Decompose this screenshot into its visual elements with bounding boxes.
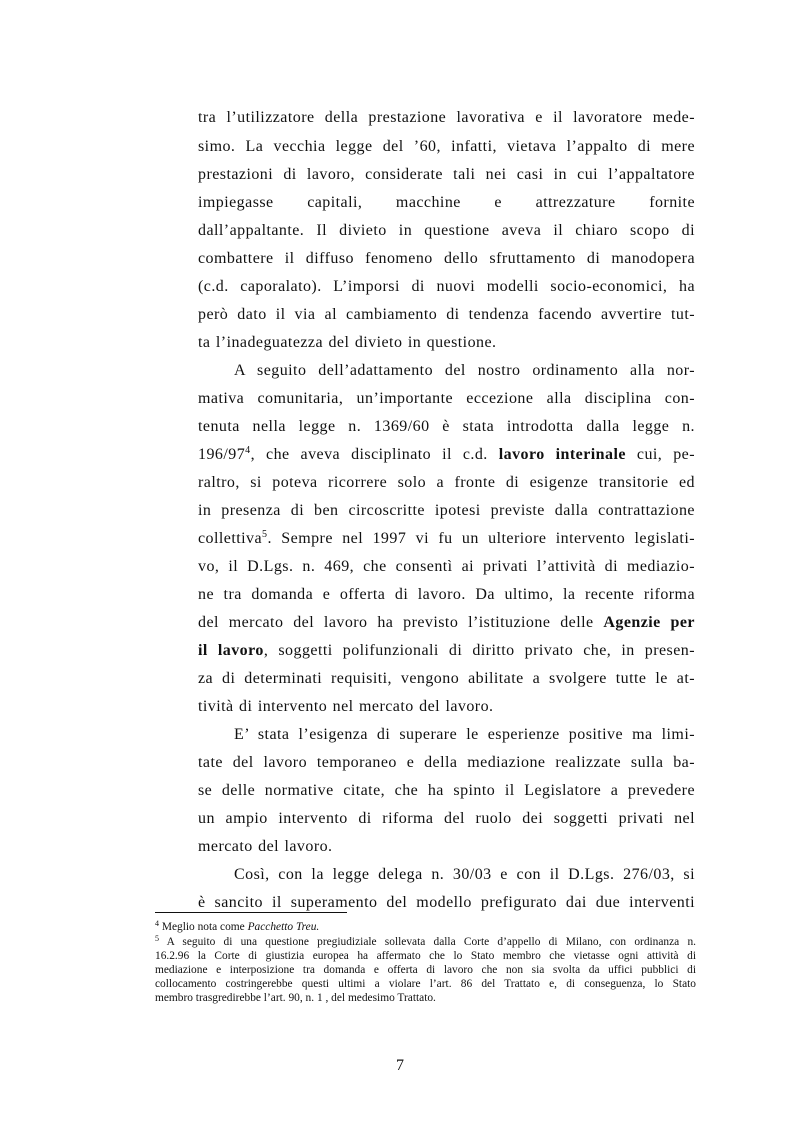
footnote-ref: 4: [245, 445, 251, 456]
body-line: del mercato del lavoro ha previsto l’istituzione delle Agenzie per: [198, 614, 695, 631]
footnote-line: collocamento costringerebbe questi ultimi a violare l’art. 86 del Trattato e, di conseguenza, lo Stato: [155, 978, 696, 990]
body-line: za di determinati requisiti, vengono abilitate a svolgere tutte le at-: [198, 670, 695, 687]
body-line: Così, con la legge delega n. 30/03 e con il D.Lgs. 276/03, si: [234, 866, 695, 883]
body-line: simo. La vecchia legge del ’60, infatti, vietava l’appalto di mere: [198, 138, 695, 155]
body-line: tività di intervento nel mercato del lavoro.: [198, 698, 494, 715]
body-line: un ampio intervento di riforma del ruolo dei soggetti privati nel: [198, 810, 695, 827]
body-line: ta l’inadeguatezza del divieto in questione.: [198, 334, 497, 351]
body-line: vo, il D.Lgs. n. 469, che consentì ai privati l’attività di mediazio-: [198, 558, 695, 575]
bold-term: lavoro interinale: [498, 446, 626, 463]
body-line: tra l’utilizzatore della prestazione lavorativa e il lavoratore mede-: [198, 109, 695, 126]
footnote-line: 16.2.96 la Corte di giustizia europea ha affermato che lo Stato membro che vietasse ogni attività di: [155, 950, 696, 962]
footnote-divider: [155, 912, 347, 913]
body-line: E’ stata l’esigenza di superare le esperienze positive ma limi-: [234, 726, 695, 743]
footnote-5: $^5$ A seguito di una questione pregiudiziale sollevata dalla Corte d’appello di Milano, con ordinanza n.: [155, 934, 696, 948]
body-line: raltro, si poteva ricorrere solo a fronte di esigenze transitorie ed: [198, 474, 695, 491]
bold-term: il lavoro: [198, 642, 264, 659]
body-line: è sancito il superamento del modello prefigurato dai due interventi: [198, 894, 695, 911]
body-line: combattere il diffuso fenomeno dello sfruttamento di manodopera: [198, 250, 695, 267]
body-line: se delle normative citate, che ha spinto il Legislatore a prevedere: [198, 782, 695, 799]
body-line: tate del lavoro temporaneo e della mediazione realizzate sulla ba-: [198, 754, 695, 771]
body-line: A seguito dell’adattamento del nostro ordinamento alla nor-: [234, 362, 695, 379]
footnote-line: mediazione e interposizione tra domanda e offerta di lavoro che non sia svolta da uffici pubblici di: [155, 964, 696, 976]
body-line: (c.d. caporalato). L’imporsi di nuovi modelli socio-economici, ha: [198, 278, 695, 295]
footnote-ref: 5: [262, 529, 268, 540]
body-line: mercato del lavoro.: [198, 838, 333, 855]
bold-term: Agenzie per: [603, 614, 695, 631]
body-line: mativa comunitaria, un’importante eccezione alla disciplina con-: [198, 390, 695, 407]
body-line: prestazioni di lavoro, considerate tali nei casi in cui l’appaltatore: [198, 166, 695, 183]
body-line: tenuta nella legge n. 1369/60 è stata introdotta dalla legge n.: [198, 418, 695, 435]
body-line: $196/97^4$, che aveva disciplinato il c.d. lavoro interinale cui, pe-: [198, 445, 695, 463]
body-line: in presenza di ben circoscritte ipotesi previste dalla contrattazione: [198, 502, 695, 519]
page-number: 7: [396, 1057, 404, 1074]
footnote-line: membro trasgredirebbe l’art. 90, n. 1 , del medesimo Trattato.: [155, 992, 436, 1004]
body-line: però dato il via al cambiamento di tendenza facendo avvertire tut-: [198, 306, 695, 323]
body-line: collettiva$^5$. Sempre nel 1997 vi fu un ulteriore intervento legislati-: [198, 529, 695, 547]
footnote-4: $^4$ Meglio nota come Pacchetto Treu.: [155, 919, 320, 933]
body-line: dall’appaltante. Il divieto in questione aveva il chiaro scopo di: [198, 222, 695, 239]
body-line: il lavoro, soggetti polifunzionali di diritto privato che, in presen-: [198, 642, 695, 659]
body-line: ne tra domanda e offerta di lavoro. Da ultimo, la recente riforma: [198, 586, 695, 603]
body-line: impiegasse capitali, macchine e attrezzature fornite: [198, 194, 695, 211]
